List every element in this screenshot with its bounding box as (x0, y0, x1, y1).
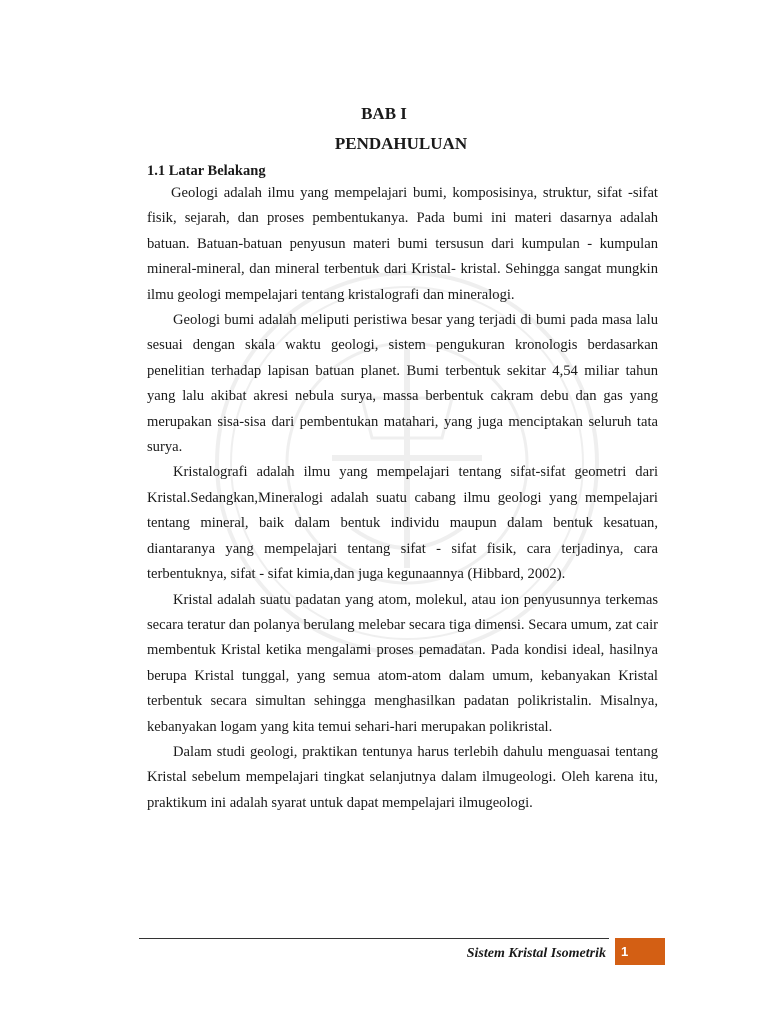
page-number-badge: 1 (615, 938, 665, 965)
paragraph: Kristalografi adalah ilmu yang mempelajari tentang sifat-sifat geometri dari Kristal.Sedangkan,Mineralogi adalah suatu cabang ilmu geologi yang mempelajari tentang mineral, baik dalam bentuk individu maupun dalam bentuk kesatuan, diantaranya yang mempelajari tentang sifat - sifat fisik, cara terjadinya, cara terbentuknya, sifat - sifat kimia,dan juga kegunaannya (Hibbard, 2002). (147, 464, 658, 583)
paragraph: Geologi adalah ilmu yang mempelajari bumi, komposisinya, struktur, sifat -sifat fisik, sejarah, dan proses pembentukanya. Pada bumi ini materi dasarnya adalah batuan. Batuan-batuan penyusun materi bumi tersusun dari kumpulan - kumpulan mineral-mineral, dan mineral terbentuk dari Kristal- kristal. Sehingga sangat mungkin ilmu geologi mempelajari tentang kristalografi dan mineralogi. (147, 185, 658, 303)
footer-divider (139, 938, 609, 939)
paragraph: Dalam studi geologi, praktikan tentunya harus terlebih dahulu menguasai tentang Kristal sebelum mempelajari tingkat selanjutnya dalam ilmugeologi. Oleh karena itu, praktikum ini adalah syarat untuk dapat mempelajari ilmugeologi. (147, 743, 658, 811)
footer-title: Sistem Kristal Isometrik (466, 946, 606, 961)
body-text (147, 181, 658, 816)
chapter-title: PENDAHULUAN (334, 134, 468, 153)
section-heading: 1.1 Latar Belakang (147, 163, 266, 179)
paragraph: Kristal adalah suatu padatan yang atom, molekul, atau ion penyusunnya terkemas secara teratur dan polanya berulang melebar secara tiga dimensi. Secara umum, zat cair membentuk Kristal ketika mengalami proses pemadatan. Pada kondisi ideal, hasilnya berupa Kristal tunggal, yang semua atom-atom dalam umum, kebanyakan Kristal terbentuk secara simultan sehingga menghasilkan padatan polikristalin. Misalnya, kebanyakan logam yang kita temui sehari-hari merupakan polikristal. (147, 591, 658, 735)
paragraph: Geologi bumi adalah meliputi peristiwa besar yang terjadi di bumi pada masa lalu sesuai dengan skala waktu geologi, sistem pengukuran kronologis berdasarkan penelitian terhadap lapisan batuan planet. Bumi terbentuk sekitar 4,54 miliar tahun yang lalu akibat akresi nebula surya, massa berbentuk cakram debu dan gas yang merupakan sisa-sisa dari pembentukan matahari, yang juga menciptakan seluruh tata surya. (147, 312, 658, 456)
chapter-number: BAB I (361, 104, 407, 123)
